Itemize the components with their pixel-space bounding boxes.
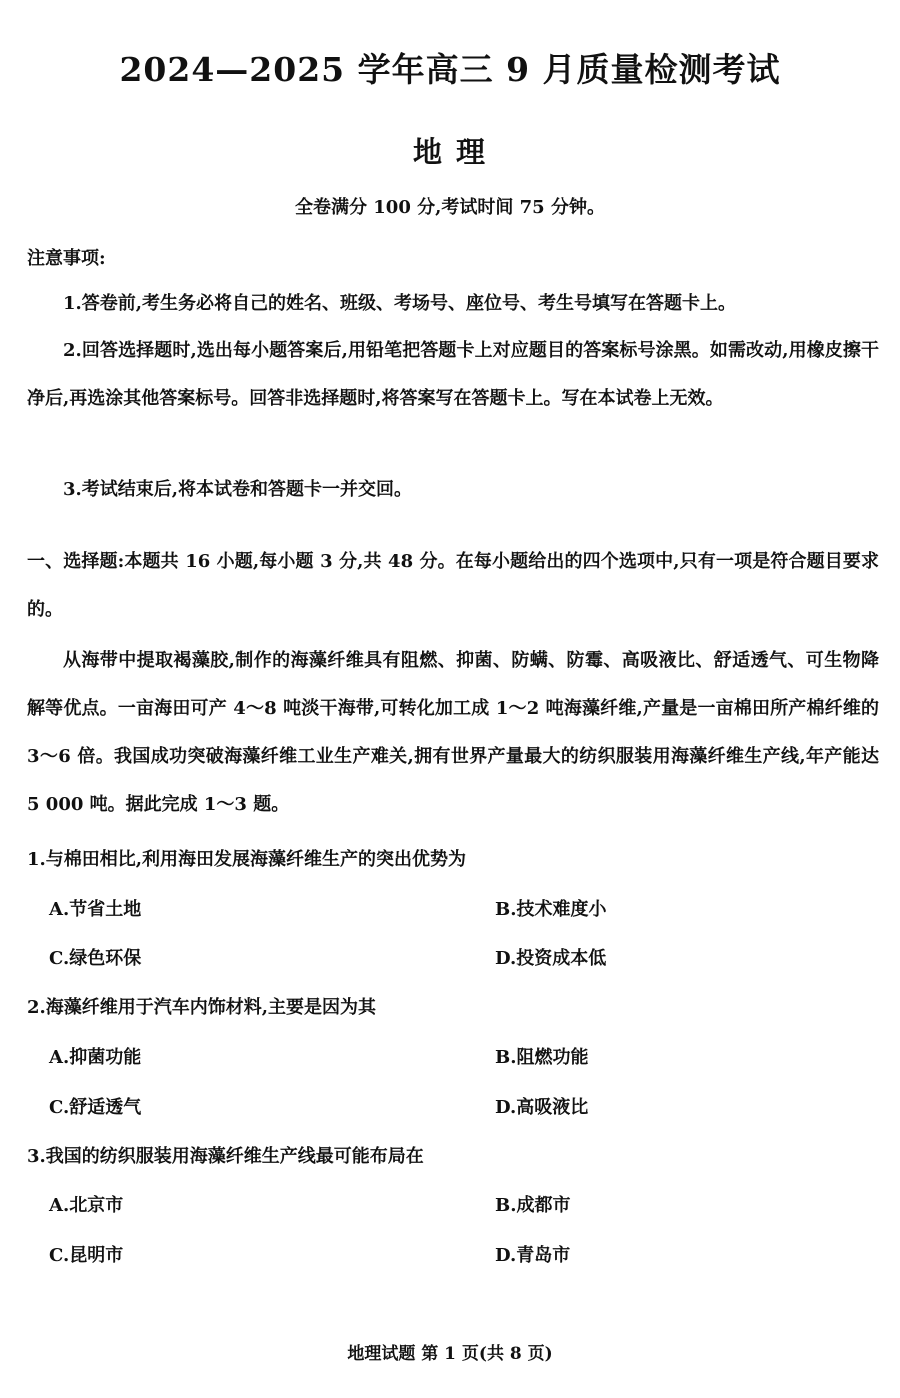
question-1-option-c: C.绿色环保 xyxy=(49,948,142,969)
question-2-option-b: B.阻燃功能 xyxy=(495,1047,589,1068)
notice-heading: 注意事项: xyxy=(27,248,106,269)
page-footer: 地理试题 第 1 页(共 8 页) xyxy=(347,1344,553,1364)
question-3-option-b: B.成都市 xyxy=(495,1195,571,1216)
exam-title: 2024—2025 学年高三 9 月质量检测考试 xyxy=(119,50,781,89)
section-heading: 一、选择题:本题共 16 小题,每小题 3 分,共 48 分。在每小题给出的四个选项中,只有一项是符合题目要求的。 xyxy=(27,551,879,620)
question-3-option-d: D.青岛市 xyxy=(495,1245,571,1266)
subject-title: 地 理 xyxy=(412,135,488,169)
question-3-option-a: A.北京市 xyxy=(49,1195,124,1216)
question-2-option-d: D.高吸液比 xyxy=(495,1097,589,1118)
notice-item-1: 1.答卷前,考生务必将自己的姓名、班级、考场号、座位号、考生号填写在答题卡上。 xyxy=(63,293,737,314)
question-2-option-a: A.抑菌功能 xyxy=(49,1047,142,1068)
question-1-option-d: D.投资成本低 xyxy=(495,948,607,969)
question-1-option-b: B.技术难度小 xyxy=(495,899,607,920)
score-line: 全卷满分 100 分,考试时间 75 分钟。 xyxy=(295,197,605,218)
question-3-option-c: C.昆明市 xyxy=(49,1245,124,1266)
notice-item-3: 3.考试结束后,将本试卷和答题卡一并交回。 xyxy=(63,479,413,500)
notice-item-2: 2.回答选择题时,选出每小题答案后,用铅笔把答题卡上对应题目的答案标号涂黑。如需改动,用橡皮擦干净后,再选涂其他答案标号。回答非选择题时,将答案写在答题卡上。写在本试卷上无效。 xyxy=(27,340,879,409)
question-2-option-c: C.舒适透气 xyxy=(49,1097,142,1118)
reading-passage: 从海带中提取褐藻胶,制作的海藻纤维具有阻燃、抑菌、防螨、防霉、高吸液比、舒适透气、可生物降解等优点。一亩海田可产 4～8 吨淡干海带,可转化加工成 1～2 吨海藻纤维,产量是一亩棉田所产棉纤维的 3～6 倍。我国成功突破海藻纤维工业生产难关,拥有世界产量最大的纺织服装用海藻纤维生产线,年产能达 5 000 吨。据此完成 1～3 题。 xyxy=(27,650,879,815)
question-2-stem: 2.海藻纤维用于汽车内饰材料,主要是因为其 xyxy=(27,997,377,1018)
question-3-stem: 3.我国的纺织服装用海藻纤维生产线最可能布局在 xyxy=(27,1146,424,1167)
question-1-option-a: A.节省土地 xyxy=(49,899,142,920)
question-1-stem: 1.与棉田相比,利用海田发展海藻纤维生产的突出优势为 xyxy=(27,849,467,870)
